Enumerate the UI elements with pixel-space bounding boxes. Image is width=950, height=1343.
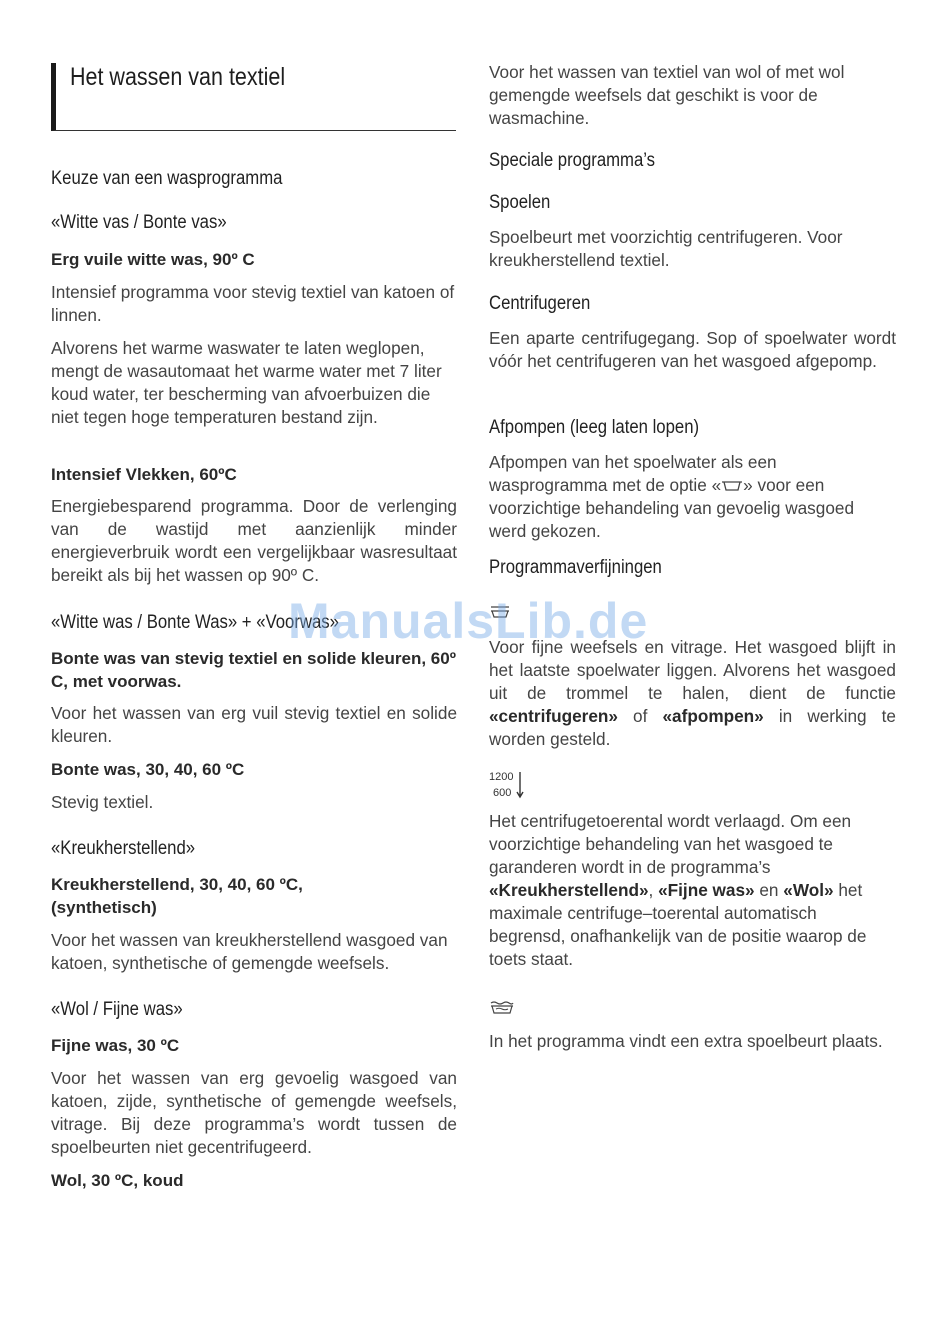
spin-text-b: , [648, 880, 659, 900]
centrifugeren-heading: Centrifugeren [489, 293, 591, 314]
spin-bottom-label: 600 [493, 787, 512, 799]
group1-heading: «Witte vas / Bonte vas» [51, 212, 227, 233]
g3-item1-heading: Kreukherstellend, 30, 40, 60 ºC, (synthetisch) [51, 875, 303, 917]
spoelen-heading: Spoelen [489, 192, 551, 213]
spin-bold-2: «Fijne was» [658, 880, 755, 900]
g1-item2-p1: Energiebesparend programma. Door de verlenging van de wastijd met aanzienlijk minder energieverbruik wordt een vergelijkbaar wasresultaat bereikt als bij het wassen op 90º C. [51, 496, 457, 585]
arrow-down-icon [516, 771, 524, 799]
g3-item1-p1: Voor het wassen van kreukherstellend wasgoed van katoen, synthetische of gemengde weefsels. [51, 930, 448, 973]
rinsehold-text-b: of [617, 706, 663, 726]
afpompen-heading: Afpompen (leeg laten lopen) [489, 417, 700, 438]
watermark: ManualsLib.de [288, 593, 649, 649]
verfijningen-heading: Programmaverfijningen [489, 557, 662, 578]
rinsehold-text-c: in werking te worden gesteld. [489, 706, 896, 749]
spin-speed-icon [489, 771, 529, 801]
group4-heading: «Wol / Fijne was» [51, 999, 183, 1020]
spin-bold-1: «Kreukherstellend» [489, 880, 649, 900]
intro-paragraph: Voor het wassen van textiel van wol of met wol gemengde weefsels dat geschikt is voor de wasmachine. [489, 62, 845, 128]
g2-item1-heading: Bonte was van stevig textiel en solide kleuren, 60º C, met voorwas. [51, 649, 456, 691]
afpompen-text-a: Afpompen van het spoelwater als een wasprogramma met de optie « [489, 452, 777, 495]
spin-text-d: het maximale centrifuge–toerental automatisch begrensd, onafhankelijk van de positie waarop de toets staat. [489, 880, 867, 969]
group2-heading: «Witte was / Bonte Was» + «Voorwas» [51, 612, 339, 633]
group3-heading: «Kreukherstellend» [51, 838, 196, 859]
g1-item1-p2: Alvorens het warme waswater te laten weglopen, mengt de wasautomaat het warme water met 7 liter koud water, ter bescherming van afvoerbuizen die niet tegen hoge temperaturen bestand zijn. [51, 338, 442, 427]
extra-rinse-paragraph: In het programma vindt een extra spoelbeurt plaats. [489, 1031, 883, 1051]
g2-item2-p1: Stevig textiel. [51, 792, 154, 812]
spoelen-paragraph: Spoelbeurt met voorzichtig centrifugeren. Voor kreukherstellend textiel. [489, 227, 843, 270]
special-heading: Speciale programma’s [489, 150, 656, 171]
g4-item1-p1: Voor het wassen van erg gevoelig wasgoed van katoen, zijde, synthetische of gemengde weefsels, vitrage. Bij deze programma’s wordt tussen de spoelbeurten niet gecentrifugeerd. [51, 1068, 457, 1157]
g2-item2-heading: Bonte was, 30, 40, 60 ºC [51, 760, 245, 779]
centrifugeren-paragraph: Een aparte centrifugegang. Sop of spoelwater wordt vóór het centrifugeren van het wasgoed afgepomp. [489, 328, 896, 371]
title-block [51, 63, 456, 131]
rinsehold-paragraph [489, 636, 896, 751]
g1-item1-heading: Erg vuile witte was, 90º C [51, 250, 255, 269]
g4-item2-heading: Wol, 30 ºC, koud [51, 1171, 184, 1190]
rinsehold-bold-1: «centrifugeren» [489, 706, 618, 726]
g1-item2-heading: Intensief Vlekken, 60ºC [51, 465, 237, 484]
afpompen-text-b: » voor een voorzichtige behandeling van gevoelig wasgoed werd gekozen. [489, 475, 855, 541]
spin-text-c: en [754, 880, 784, 900]
extra-rinse-icon [489, 1000, 515, 1014]
page-title: Het wassen van textiel [70, 63, 286, 91]
g4-item1-heading: Fijne was, 30 ºC [51, 1036, 180, 1055]
spin-bold-3: «Wol» [783, 880, 834, 900]
spin-top-label: 1200 [489, 771, 514, 783]
section-heading: Keuze van een wasprogramma [51, 168, 283, 189]
spin-paragraph [489, 810, 896, 971]
rinsehold-text-a: Voor fijne weefsels en vitrage. Het wasgoed blijft in het laatste spoelwater liggen. Alvorens het wasgoed uit de trommel te halen, dient de functie [489, 637, 896, 703]
spin-text-a: Het centrifugetoerental wordt verlaagd. Om een voorzichtige behandeling van het wasgoed te garanderen wordt in de programma’s [489, 811, 852, 877]
rinsehold-bold-2: «afpompen» [662, 706, 764, 726]
gentle-wash-icon [721, 480, 743, 492]
afpompen-paragraph [489, 451, 896, 543]
g1-item1-p1: Intensief programma voor stevig textiel van katoen of linnen. [51, 282, 455, 325]
g2-item1-p1: Voor het wassen van erg vuil stevig textiel en solide kleuren. [51, 703, 457, 746]
